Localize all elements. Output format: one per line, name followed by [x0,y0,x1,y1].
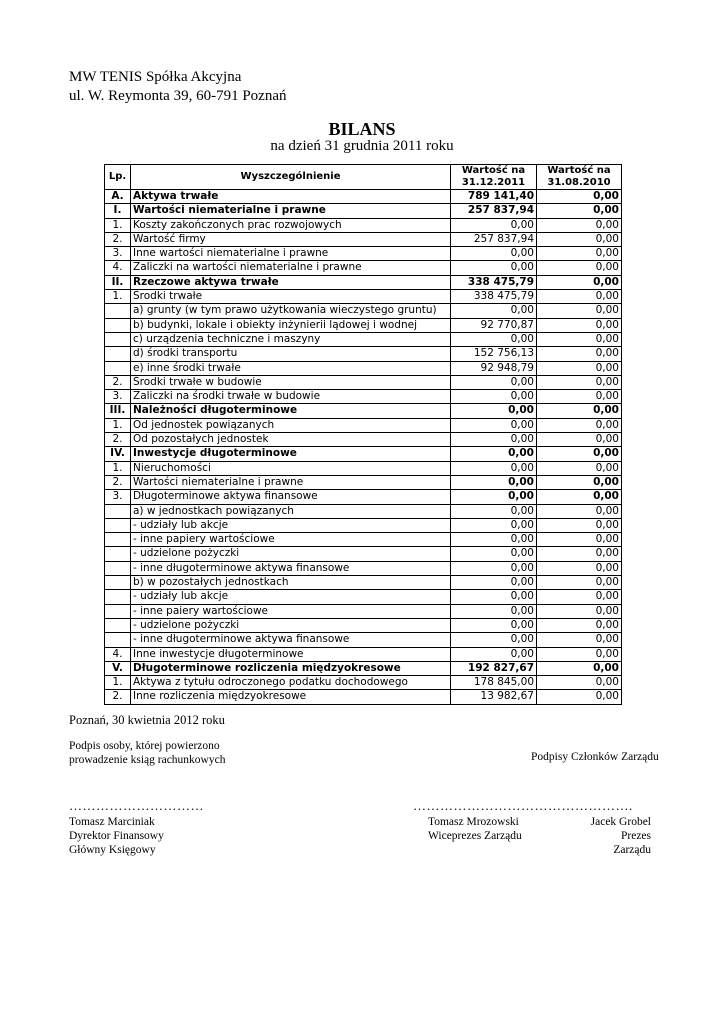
header-value-2010-line1: Wartość na [537,165,622,178]
row-value-2011: 0,00 [451,618,537,632]
row-lp [105,318,131,332]
row-lp: V. [105,661,131,675]
row-lp: 3. [105,390,131,404]
row-value-2011: 0,00 [451,518,537,532]
table-row [105,290,622,304]
table-row [105,204,622,218]
table-row [105,647,622,661]
row-lp: 4. [105,647,131,661]
row-value-2010: 0,00 [537,690,622,704]
row-value-2010: 0,00 [537,190,622,204]
row-label: - inne papiery wartościowe [131,533,451,547]
row-label: c) urządzenia techniczne i maszyny [131,332,451,346]
table-row [105,490,622,504]
row-value-2011: 0,00 [451,261,537,275]
header-value-2011-line2: 31.12.2011 [451,177,537,190]
row-value-2010: 0,00 [537,332,622,346]
row-lp: 2. [105,433,131,447]
row-value-2010: 0,00 [537,433,622,447]
row-lp: 3. [105,490,131,504]
row-value-2010: 0,00 [537,576,622,590]
row-value-2011: 0,00 [451,332,537,346]
row-value-2011: 0,00 [451,404,537,418]
row-label: Inwestycje długoterminowe [131,447,451,461]
place-date: Poznań, 30 kwietnia 2012 roku [69,713,225,727]
row-value-2010: 0,00 [537,475,622,489]
row-label: e) inne środki trwałe [131,361,451,375]
header-value-2010-line2: 31.08.2010 [537,177,622,190]
signature-line-left: ………………………… [69,798,204,813]
table-row [105,433,622,447]
row-label: Należności długoterminowe [131,404,451,418]
table-row [105,232,622,246]
row-value-2010: 0,00 [537,375,622,389]
row-lp [105,533,131,547]
table-row [105,447,622,461]
row-lp: 2. [105,475,131,489]
row-value-2010: 0,00 [537,547,622,561]
row-label: - udziały lub akcje [131,590,451,604]
company-name: MW TENIS Spółka Akcyjna [69,69,242,85]
row-lp [105,576,131,590]
row-label: Długoterminowe aktywa finansowe [131,490,451,504]
row-label: Od pozostałych jednostek [131,433,451,447]
row-label: - inne paiery wartościowe [131,604,451,618]
row-value-2010: 0,00 [537,261,622,275]
row-value-2011: 0,00 [451,490,537,504]
document-subtitle: na dzień 31 grudnia 2011 roku [270,138,454,154]
row-label: Wartość firmy [131,232,451,246]
row-label: Środki trwałe [131,290,451,304]
row-label: - udzielone pożyczki [131,547,451,561]
row-value-2010: 0,00 [537,318,622,332]
row-value-2010: 0,00 [537,661,622,675]
signatory-president [583,815,651,857]
row-value-2010: 0,00 [537,390,622,404]
table-row [105,418,622,432]
row-label: - inne długoterminowe aktywa finansowe [131,561,451,575]
row-value-2010: 0,00 [537,247,622,261]
row-lp: 2. [105,232,131,246]
row-value-2011: 92 770,87 [451,318,537,332]
signatory-name: Jacek Grobel [590,816,651,828]
row-label: Wartości niematerialne i prawne [131,475,451,489]
header-value-2011-line1: Wartość na [451,165,537,178]
row-lp: A. [105,190,131,204]
balance-sheet-table [104,164,622,705]
signatory-role: Dyrektor Finansowy [69,830,164,842]
row-value-2011: 0,00 [451,647,537,661]
row-value-2011: 0,00 [451,475,537,489]
table-row [105,633,622,647]
row-lp [105,633,131,647]
table-row [105,318,622,332]
row-label: a) grunty (w tym prawo użytkowania wieczystego gruntu) [131,304,451,318]
row-value-2010: 0,00 [537,504,622,518]
row-lp [105,304,131,318]
row-lp: 2. [105,375,131,389]
row-label: Zaliczki na środki trwałe w budowie [131,390,451,404]
row-label: Od jednostek powiązanych [131,418,451,432]
row-value-2011: 0,00 [451,418,537,432]
company-address: ul. W. Reymonta 39, 60-791 Poznań [69,88,287,104]
row-value-2011: 789 141,40 [451,190,537,204]
accountant-label-line1: Podpis osoby, której powierzono [69,740,220,752]
signatory-role: Prezes Zarządu [613,830,651,856]
row-value-2010: 0,00 [537,218,622,232]
row-value-2010: 0,00 [537,204,622,218]
table-header-row [105,165,622,178]
row-value-2011: 338 475,79 [451,290,537,304]
row-label: Zaliczki na wartości niematerialne i prawne [131,261,451,275]
row-value-2011: 0,00 [451,590,537,604]
row-lp: 1. [105,290,131,304]
row-value-2010: 0,00 [537,447,622,461]
row-value-2010: 0,00 [537,561,622,575]
row-lp: I. [105,204,131,218]
row-lp [105,561,131,575]
row-value-2010: 0,00 [537,533,622,547]
table-row [105,190,622,204]
signatory-name: Tomasz Marciniak [69,816,155,828]
table-row [105,676,622,690]
row-label: Środki trwałe w budowie [131,375,451,389]
row-label: - udzielone pożyczki [131,618,451,632]
row-value-2010: 0,00 [537,490,622,504]
table-row [105,390,622,404]
row-label: Długoterminowe rozliczenia międzyokresowe [131,661,451,675]
row-lp: 3. [105,247,131,261]
table-row [105,404,622,418]
row-label: Aktywa z tytułu odroczonego podatku dochodowego [131,676,451,690]
row-value-2011: 152 756,13 [451,347,537,361]
row-value-2011: 0,00 [451,504,537,518]
row-value-2010: 0,00 [537,618,622,632]
row-value-2010: 0,00 [537,275,622,289]
signatory-name: Tomasz Mrozowski [428,816,519,828]
table-body [105,190,622,705]
row-label: Aktywa trwałe [131,190,451,204]
table-row [105,661,622,675]
row-value-2010: 0,00 [537,404,622,418]
table-row [105,361,622,375]
row-value-2010: 0,00 [537,290,622,304]
row-value-2011: 0,00 [451,533,537,547]
table-row [105,218,622,232]
table-row [105,576,622,590]
row-value-2011: 0,00 [451,461,537,475]
row-lp: 4. [105,261,131,275]
row-lp: 1. [105,418,131,432]
row-label: Inne wartości niematerialne i prawne [131,247,451,261]
row-value-2011: 13 982,67 [451,690,537,704]
row-value-2010: 0,00 [537,361,622,375]
row-value-2011: 0,00 [451,218,537,232]
row-label: b) w pozostałych jednostkach [131,576,451,590]
row-lp [105,590,131,604]
table-row [105,375,622,389]
row-label: a) w jednostkach powiązanych [131,504,451,518]
row-value-2010: 0,00 [537,461,622,475]
row-label: Koszty zakończonych prac rozwojowych [131,218,451,232]
row-lp [105,618,131,632]
row-value-2011: 92 948,79 [451,361,537,375]
row-value-2011: 0,00 [451,633,537,647]
row-value-2011: 338 475,79 [451,275,537,289]
row-value-2011: 0,00 [451,447,537,461]
row-value-2010: 0,00 [537,676,622,690]
table-row [105,275,622,289]
row-value-2010: 0,00 [537,647,622,661]
signatory-role: Wiceprezes Zarządu [428,830,522,842]
row-lp [105,504,131,518]
row-value-2011: 0,00 [451,561,537,575]
table-row [105,347,622,361]
row-lp: 1. [105,461,131,475]
row-value-2011: 0,00 [451,433,537,447]
accountant-label-line2: prowadzenie ksiąg rachunkowych [69,754,226,766]
row-value-2011: 0,00 [451,375,537,389]
table-row [105,604,622,618]
row-label: Inne inwestycje długoterminowe [131,647,451,661]
row-lp [105,518,131,532]
row-label: - inne długoterminowe aktywa finansowe [131,633,451,647]
table-row [105,618,622,632]
table-row [105,247,622,261]
board-signature-label: Podpisy Członków Zarządu [531,751,659,763]
signatory-role: Główny Księgowy [69,844,156,856]
header-description: Wyszczególnienie [131,165,451,190]
row-value-2011: 0,00 [451,576,537,590]
row-lp [105,332,131,346]
row-value-2010: 0,00 [537,518,622,532]
row-value-2011: 257 837,94 [451,204,537,218]
table-row [105,461,622,475]
row-value-2010: 0,00 [537,418,622,432]
row-value-2011: 0,00 [451,304,537,318]
document-title: BILANS [328,119,396,139]
table-row [105,475,622,489]
row-value-2011: 178 845,00 [451,676,537,690]
row-lp: IV. [105,447,131,461]
row-lp: 1. [105,218,131,232]
row-lp: III. [105,404,131,418]
row-lp: 1. [105,676,131,690]
row-value-2011: 0,00 [451,390,537,404]
row-value-2010: 0,00 [537,590,622,604]
table-row [105,332,622,346]
row-lp [105,547,131,561]
table-row [105,590,622,604]
row-label: Wartości niematerialne i prawne [131,204,451,218]
table-row [105,504,622,518]
signature-line-right: …………………………………………. [413,798,633,813]
row-value-2011: 0,00 [451,247,537,261]
accountant-signature-label [69,739,225,767]
row-lp: 2. [105,690,131,704]
table-row [105,261,622,275]
table-row [105,690,622,704]
row-value-2010: 0,00 [537,304,622,318]
row-label: Rzeczowe aktywa trwałe [131,275,451,289]
row-value-2011: 0,00 [451,547,537,561]
table-row [105,547,622,561]
row-value-2011: 0,00 [451,604,537,618]
header-lp: Lp. [105,165,131,190]
row-lp [105,361,131,375]
row-value-2010: 0,00 [537,604,622,618]
row-value-2010: 0,00 [537,347,622,361]
row-label: Inne rozliczenia międzyokresowe [131,690,451,704]
row-value-2010: 0,00 [537,232,622,246]
row-value-2011: 192 827,67 [451,661,537,675]
company-header [69,68,287,106]
row-label: b) budynki, lokale i obiekty inżynierii lądowej i wodnej [131,318,451,332]
row-value-2011: 257 837,94 [451,232,537,246]
row-label: d) środki transportu [131,347,451,361]
table-row [105,533,622,547]
table-row [105,518,622,532]
row-value-2010: 0,00 [537,633,622,647]
signatory-vice-president [428,815,522,843]
row-lp [105,604,131,618]
row-lp [105,347,131,361]
signatory-accountant [69,815,164,857]
row-lp: II. [105,275,131,289]
table-row [105,561,622,575]
row-label: Nieruchomości [131,461,451,475]
row-label: - udziały lub akcje [131,518,451,532]
table-row [105,304,622,318]
